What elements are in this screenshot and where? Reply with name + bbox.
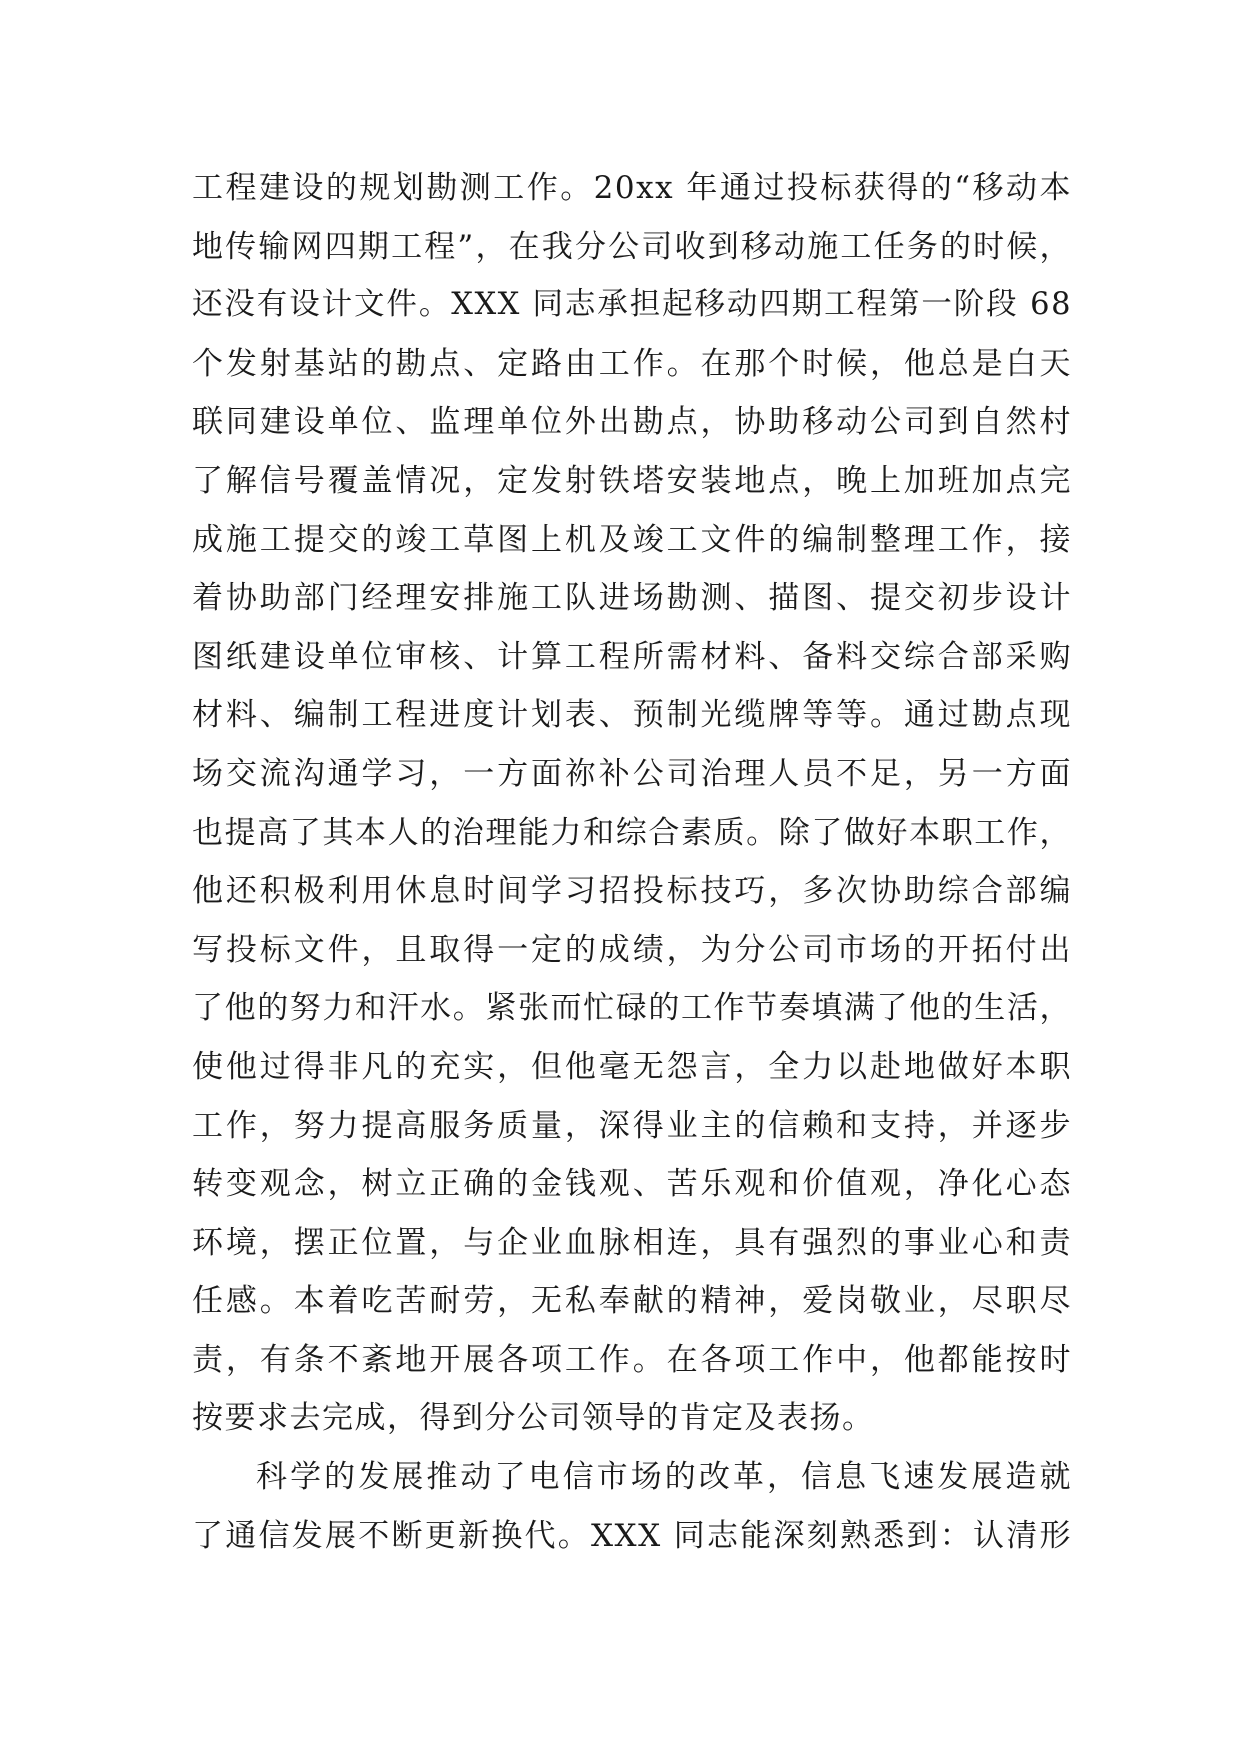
text-line: 工作，努力提高服务质量，深得业主的信赖和支持，并逐步 <box>192 1107 1072 1144</box>
body-text <box>192 159 1072 1565</box>
text-line: 了解信号覆盖情况，定发射铁塔安装地点，晚上加班加点完 <box>192 462 1072 499</box>
text-line: 个发射基站的勘点、定路由工作。在那个时候，他总是白天 <box>192 345 1072 382</box>
text-line: 转变观念，树立正确的金钱观、苦乐观和价值观，净化心态 <box>192 1166 1072 1203</box>
text-line: 还没有设计文件。XXX 同志承担起移动四期工程第一阶段 68 <box>192 287 1072 323</box>
text-line: 责，有条不紊地开展各项工作。在各项工作中，他都能按时 <box>192 1341 1072 1378</box>
paragraph-1 <box>192 159 1072 1448</box>
text-line: 场交流沟通学习，一方面祢补公司治理人员不足，另一方面 <box>192 755 1072 792</box>
text-line: 按要求去完成，得到分公司领导的肯定及表扬。 <box>192 1400 875 1437</box>
text-line: 使他过得非凡的充实，但他毫无怨言，全力以赴地做好本职 <box>192 1048 1072 1085</box>
text-line: 地传输网四期工程”，在我分公司收到移动施工任务的时候， <box>192 228 1072 265</box>
text-line: 环境，摆正位置，与企业血脉相连，具有强烈的事业心和责 <box>192 1224 1072 1261</box>
text-line: 任感。本着吃苦耐劳，无私奉献的精神，爱岗敬业，尽职尽 <box>192 1283 1072 1320</box>
paragraph-2 <box>192 1448 1072 1565</box>
text-line: 材料、编制工程进度计划表、预制光缆牌等等。通过勘点现 <box>192 697 1072 734</box>
text-line: 他还积极利用休息时间学习招投标技巧，多次协助综合部编 <box>192 873 1072 910</box>
text-line: 了他的努力和汗水。紧张而忙碌的工作节奏填满了他的生活， <box>192 990 1072 1027</box>
text-line: 了通信发展不断更新换代。XXX 同志能深刻熟悉到：认清形 <box>192 1517 1072 1554</box>
text-line: 写投标文件，且取得一定的成绩，为分公司市场的开拓付出 <box>192 931 1072 968</box>
text-line: 联同建设单位、监理单位外出勘点，协助移动公司到自然村 <box>192 404 1072 441</box>
text-line: 科学的发展推动了电信市场的改革，信息飞速发展造就 <box>256 1459 1072 1496</box>
text-line: 着协助部门经理安排施工队进场勘测、描图、提交初步设计 <box>192 580 1072 617</box>
text-line: 工程建设的规划勘测工作。20xx 年通过投标获得的“移动本 <box>192 170 1072 206</box>
text-line: 也提高了其本人的治理能力和综合素质。除了做好本职工作， <box>192 814 1072 851</box>
text-line: 图纸建设单位审核、计算工程所需材料、备料交综合部采购 <box>192 638 1072 675</box>
text-line: 成施工提交的竣工草图上机及竣工文件的编制整理工作，接 <box>192 521 1072 558</box>
